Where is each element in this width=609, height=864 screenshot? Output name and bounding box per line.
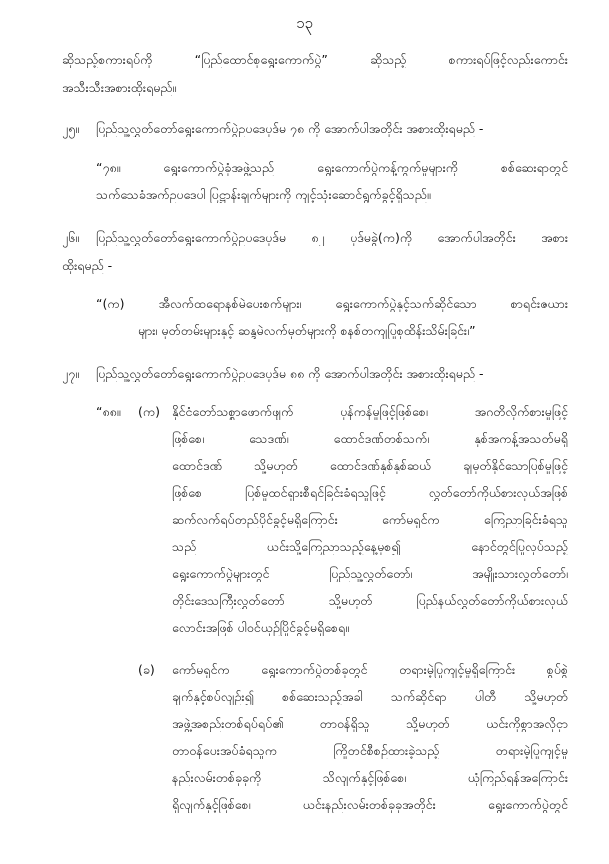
clause-a-line-1: နိုင်ငံတော်သစ္စာဖောက်ဖျက် ပုန်ကန်မှုဖြင့်ဖြစ်စေ၊ အဂတိလိုက်စားမှုဖြင့်: [172, 404, 568, 419]
clause-a-line-5: ဆက်လက်ရပ်တည်ပိုင်ခွင့်မရှိကြောင်း ကော်မရှင်က ကြေညာခြင်းခံရသူ: [172, 512, 568, 527]
clause-b-line-4: တာဝန်ပေးအပ်ခံရသူက ကြိုတင်စီစဉ်ထားခဲ့သည့် တရားမဲ့ပြုကျင့်မှု: [172, 743, 568, 758]
section-26-heading-line-1: ပြည်သူ့လွှတ်တော်ရွေးကောက်ပွဲဥပဒေပုဒ်မ ၈၂ ပုဒ်မခွဲ(က)ကို အောက်ပါအတိုင်း အစား: [96, 230, 568, 245]
clause-b-line-1: ကော်မရှင်က ရွေးကောက်ပွဲတစ်ခုတွင် တရားမဲ့ပြုကျင့်မှုရှိကြောင်း စွပ်စွဲ: [172, 662, 568, 677]
clause-b-line-5: နည်းလမ်းတစ်ခုခုကို သိလျက်နှင့်ဖြစ်စေ၊ ယုံကြည်ရန်အကြောင်း: [172, 770, 568, 785]
page-number: ၁၃: [296, 14, 313, 32]
section-88-number: “၈၈။: [96, 404, 121, 419]
clause-a-line-6: သည် ယင်းသို့ကြေညာသည့်နေ့မှစ၍ နောင်တွင်ပြုလုပ်သည့်: [172, 539, 568, 554]
clause-a-line-3: ထောင်ဒဏ် သို့မဟုတ် ထောင်ဒဏ်နှစ်နှစ်ဆယ် ချမှတ်နိုင်သောပြစ်မှုဖြင့်: [172, 458, 568, 473]
clause-b-label: (ခ): [138, 662, 155, 677]
intro-line-1: ဆိုသည့်စကားရပ်ကို “ပြည်ထောင်စုရွေးကောက်ပွဲ” ဆိုသည့် စကားရပ်ဖြင့်လည်းကောင်း: [62, 52, 568, 67]
section-25-quote-line-2: သက်သေခံအက်ဥပဒေပါ ပြဋ္ဌာန်းချက်များကို ကျင့်သုံးဆောင်ရွက်ခွင့်ရှိသည်။: [96, 187, 431, 202]
clause-a-line-7: ရွေးကောက်ပွဲများတွင် ပြည်သူ့လွှတ်တော်၊ အမျိုးသားလွှတ်တော်၊: [172, 566, 568, 581]
section-26-heading-line-2: ထိုးရမည် -: [62, 258, 113, 273]
clause-a-line-9: လောင်းအဖြစ် ပါဝင်ယှဉ်ပြိုင်ခွင့်မရှိစေရ။: [172, 620, 350, 635]
clause-b-line-3: အဖွဲ့အစည်းတစ်ရပ်ရပ်၏ တာဝန်ရှိသူ သို့မဟုတ် ယင်းကိုစွာအလိုငှာ: [172, 716, 568, 731]
clause-a-line-8: တိုင်းဒေသကြီးလွှတ်တော် သို့မဟုတ် ပြည်နယ်လွှတ်တော်ကိုယ်စားလှယ်: [172, 593, 568, 608]
clause-b-line-2: ချက်နှင့်စပ်လျဉ်း၍ စစ်ဆေးသည့်အခါ သက်ဆိုင်ရာ ပါတီ သို့မဟုတ်: [172, 689, 568, 704]
clause-a-label: (က): [138, 404, 160, 419]
section-number-25: ၂၅။: [62, 121, 79, 136]
intro-line-2: အသီးသီးအစားထိုးရမည်။: [62, 80, 177, 95]
section-25-heading: ပြည်သူ့လွှတ်တော်ရွေးကောက်ပွဲဥပဒေပုဒ်မ ၇၈ ကို အောက်ပါအတိုင်း အစားထိုးရမည် -: [96, 121, 484, 136]
section-27-heading: ပြည်သူ့လွှတ်တော်ရွေးကောက်ပွဲဥပဒေပုဒ်မ ၈၈ ကို အောက်ပါအတိုင်း အစားထိုးရမည် -: [96, 366, 484, 381]
clause-a-line-4: ဖြစ်စေ ပြစ်မှုထင်ရှားစီရင်ခြင်းခံရသူဖြင့် လွှတ်တော်ကိုယ်စားလှယ်အဖြစ်: [172, 485, 568, 500]
section-26-quote-line-2: များ၊ မှတ်တမ်းများနှင့် ဆန္ဒမဲလက်မှတ်များကို စနစ်တကျပြုစုထိန်းသိမ်းခြင်း၊”: [138, 323, 476, 338]
section-number-27: ၂၇။: [62, 366, 79, 381]
section-26-quote-line-1: “(က) အီလက်ထရောနစ်မဲပေးစက်များ၊ ရွေးကောက်ပွဲနှင့်သက်ဆိုင်သော စာရင်းဇယား: [96, 296, 568, 311]
section-number-26: ၂၆။: [62, 230, 79, 245]
clause-a-line-2: ဖြစ်စေ၊ သေဒဏ်၊ ထောင်ဒဏ်တစ်သက်၊ နှစ်အကန့်အသတ်မရှိ: [172, 431, 568, 446]
section-25-quote-line-1: “၇၈။ ရွေးကောက်ပွဲခုံအဖွဲ့သည် ရွေးကောက်ပွဲကန့်ကွက်မှုများကို စစ်ဆေးရာတွင်: [96, 160, 568, 175]
clause-b-line-6: ရှိလျက်နှင့်ဖြစ်စေ၊ ယင်းနည်းလမ်းတစ်ခုခုအတိုင်း ရွေးကောက်ပွဲတွင်: [172, 797, 568, 812]
